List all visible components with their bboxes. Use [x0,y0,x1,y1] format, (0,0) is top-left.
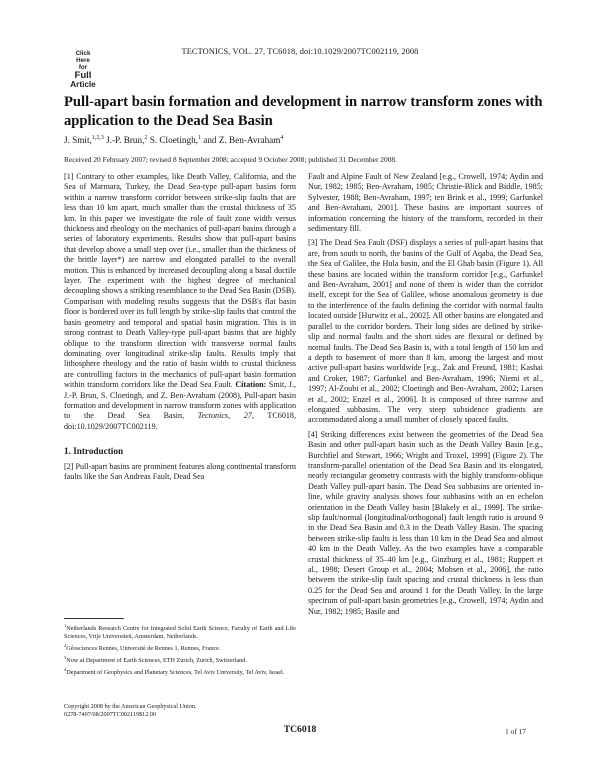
author-name: J. Smit, [64,135,92,146]
paragraph-3 [308,238,543,425]
badge-line-here: Here [76,57,90,64]
paragraph-number: [3] [308,238,318,248]
affiliation-footnotes [64,618,296,678]
footnote-marker: 2 [64,642,67,648]
paragraph-number: [1] [64,172,74,181]
badge-line-full: Full [74,70,92,81]
author-affiliation-marker: 1 [197,135,201,141]
badge-line-article: Article [70,80,96,89]
issn-line: 0278-7407/08/2007TC002119$12.00 [64,710,157,718]
citation-journal: Tectonics, 27, [197,411,254,421]
footnote-text: Department of Geophysics and Planetary Sciences, Tel Aviv University, Tel Aviv, Israel. [66,669,285,677]
author-name: and Z. Ben-Avraham [200,135,281,146]
badge-line-click: Click [75,50,91,57]
paragraph-text: Pull-apart basins are prominent features along continental transform faults like the San Andreas Fault, Dead Sea [64,461,296,481]
page-number: 1 of 17 [505,727,526,736]
section-heading-introduction: 1. Introduction [64,446,124,457]
paragraph-4 [308,430,543,617]
right-column [308,172,543,617]
citation-label: Citation: [232,380,267,390]
footnote-text: Now at Department of Earth Sciences, ETH Zurich, Zurich, Switzerland. [66,656,247,664]
copyright-line: Copyright 2008 by the American Geophysical Union. [64,703,197,710]
publication-dates: Received 20 February 2007; revised 8 September 2008; accepted 9 October 2008; published 31 December 2008. [64,155,397,164]
footnote-marker: 1 [64,623,67,628]
full-article-icon[interactable] [68,50,98,88]
abstract-text: Contrary to other examples, like Death Valley, California, and the Sea of Marmara, Turkey, the Dead Sea-type pull-apart basins form within a narrow transform corridor between strike-slip faults that are less than 10 km apart, much smaller than the crustal thickness of 35 km. In this paper we investigate the role of fault zone width versus thickness and rheology on the mechanics of pull-apart basins through a series of laboratory experiments. Results show that pull-apart basins that develop above a small step over (i.e., smaller than the thickness of the brittle layer*) are narrow and elongated parallel to the overall motion. This is enhanced by increased decoupling along a basal ductile layer. The experiment with the highest degree of mechanical decoupling shows a striking resemblance to the Dead Sea Basin (DSB). Comparison with modeling results suggests that the DSB's flat basin floor is bordered over its full length by strike-slip faults that control the basin geometry and temporal and spatial basin migration. This is in strong contrast to Death Valley-type pull-apart basins that are highly oblique to the transform direction with transverse normal faults dominating over longitudinal strike-slip faults. Results imply that lithosphere rheology and the ratio of basin width to crustal thickness are controlling factors in the mechanics of pull-apart basin formation within transform corridors like the Dead Sea Fault. [64,172,296,390]
citation-doi: TC6018, doi:10.1029/2007TC002119. [64,411,296,431]
paragraph-text: Striking differences exist between the geometries of the Dead Sea Basin and other pull-apart basin such as the Death Valley Basin [e.g., Burchfiel and Stewart, 1966; Wright and Troxel, 1999] (Figure 2). The transform-parallel orientation of the Dead Sea Basin and its elongated, nearly rectangular geometry contrasts with the highly transform-oblique Death Valley pull-apart basin. The Dead Sea subbasins are oriented in-line, while gravity analysis shows four subbasins with an en echelon orientation in the Death Valley basin [Blakely et al., 1999]. The strike-slip fault/normal (longitudinal/orthogonal) fault length ratio is around 9 in the Dead Sea Basin and 0.3 in the Death Valley Basin. The spacing between strike-slip faults is less than 10 km in the Dead Sea and almost 40 km in the Death Valley. As the two examples have a comparable crustal thickness of 35–40 km [e.g., Ginzburg et al., 1981; Ruppert et al., 1998; Desert Group et al., 2004; Mohsen et al., 2006], the ratio between the strike-slip fault spacing and crustal thickness is less than 0.25 for the Dead Sea and around 1 for the Death Valley. In the large spectrum of pull-apart basin geometries [e.g., Crowell, 1974; Aydin and Nur, 1982; 1985; Basile and [308,429,543,616]
paragraph-text: The Dead Sea Fault (DSF) displays a series of pull-apart basins that are, from south to north, the basins of the Gulf of Aqaba, the Dead Sea, the Sea of Galilee, the Hula basin, and the El Ghab basin (Figure 1). All these basins are located within the transform corridor [e.g., Garfunkel and Ben-Avraham, 2001] and none of them is wider than the corridor itself, except for the Sea of Galilee, whose anomalous geometry is due to the interference of the faults defining the corridor with normal faults located outside [Hurwitz et al., 2002]. All other basins are elongated and parallel to the corridor borders. Their long sides are defined by strike-slip and normal faults and the short sides are flexural or defined by normal faults. The Dead Sea Basin is, with a total length of 150 km and a depth to basement of more than 8 km, among the largest and most active pull-apart basins worldwide [e.g., Zak and Freund, 1981; Kashai and Croker, 1987; Garfunkel and Ben-Avraham, 1996; Niemi et al., 1997; Al-Zoubi et al., 2002; Cloetingh and Ben-Avraham, 2002; Larsen et al., 2002; Enzel et al., 2006]. It is composed of three narrow and elongated subbasins. The very steep subsidence gradients are accommodated along a small number of closely spaced faults. [308,238,543,425]
badge-line-for: for [78,64,88,71]
author-affiliation-marker: 1,2,3 [91,135,104,141]
copyright-notice [64,703,296,718]
footnote [64,642,296,653]
footnote-text: Netherlands Research Centre for Integrated Solid Earth Science, Faculty of Earth and Life Sciences, Vrije Universiteit, Amsterdam, Netherlands. [64,625,296,640]
paragraph-number: [2] [64,461,74,471]
citation-text: Smit, J., J.-P. Brun, S. Cloetingh, and Z. Ben-Avraham (2008), Pull-apart basin formation and development in narrow transform zones with application to the Dead Sea Basin, [64,380,297,421]
author-list [64,135,544,145]
footnote [64,622,296,640]
running-head: TECTONICS, VOL. 27, TC6018, doi:10.1029/2007TC002119, 2008 [181,47,419,56]
article-title: Pull-apart basin formation and development in narrow transform zones with application to the Dead Sea Basin [64,94,543,129]
paragraph-number: [4] [308,429,318,439]
paragraph-2 [64,462,296,483]
footnote-text: Géosciences Rennes, Université de Rennes 1, Rennes, France. [66,644,221,652]
paragraph-2-continued: Fault and Alpine Fault of New Zealand [e.g., Crowell, 1974; Aydin and Nur, 1982; 1985; Ben-Avraham, 1985; Christie-Blick and Biddle, 1985; Sylvester, 1988; Ben-Avraham, 1997; ten Brink et al., 1999; Garfunkel and Ben-Avraham, 2001]. These basins are important sources of information concerning the history of the transform, recorded in their sedimentary fill. [308,172,543,234]
article-code: TC6018 [283,724,317,735]
author-affiliation-marker: 2 [144,135,148,141]
full-article-link[interactable] [64,50,104,90]
footnote-divider [64,618,124,619]
footnote [64,654,296,665]
footnote-marker: 4 [64,667,67,673]
footnote-marker: 3 [64,654,67,660]
abstract [64,172,296,432]
author-affiliation-marker: 4 [280,135,284,141]
author-name: S. Cloetingh, [147,135,198,146]
author-name: J.-P. Brun, [103,135,145,146]
footnote [64,666,296,677]
left-column [64,172,296,482]
